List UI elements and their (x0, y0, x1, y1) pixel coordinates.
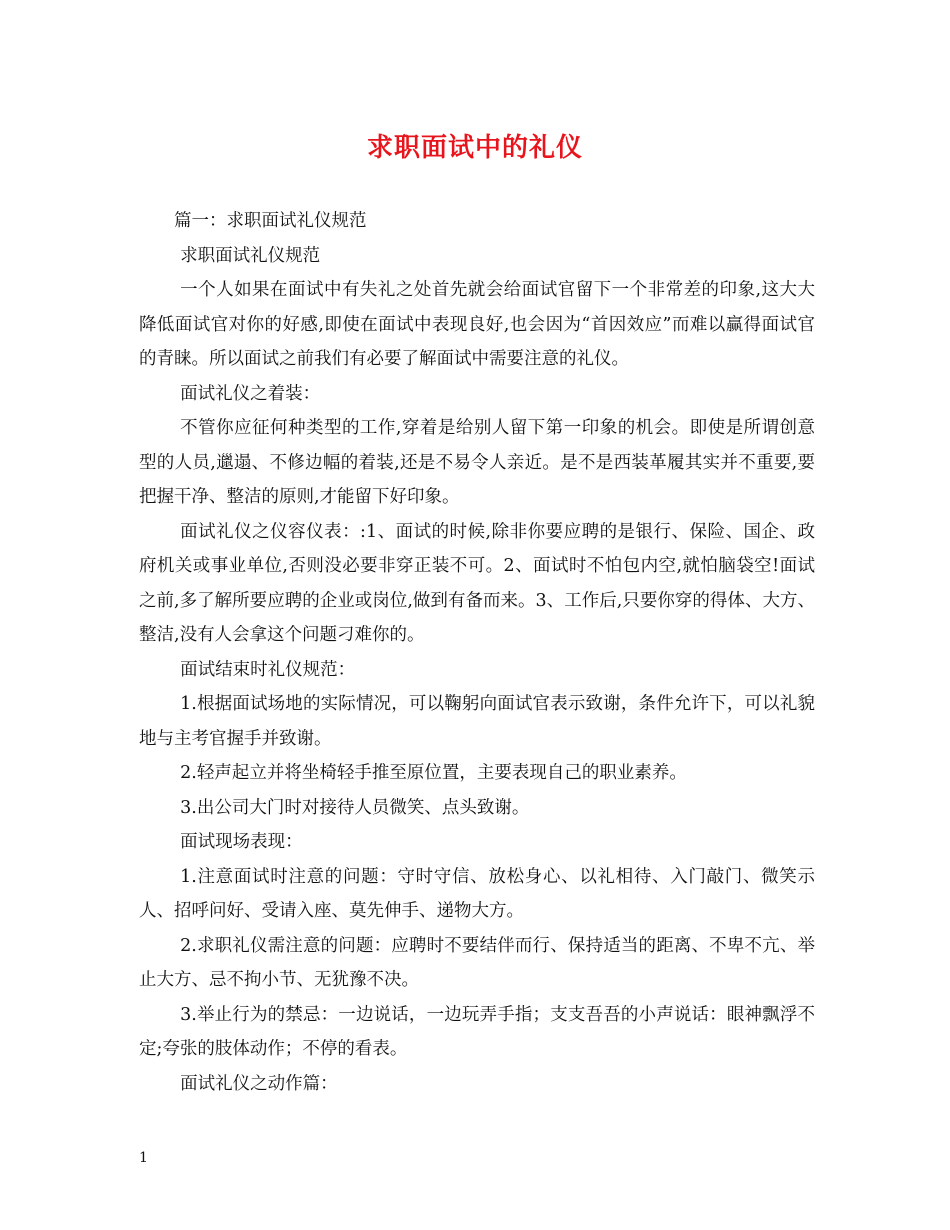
document-body (139, 204, 815, 1101)
list-item: 1.根据面试场地的实际情况，可以鞠躬向面试官表示致谢，条件允许下，可以礼貌地与主考官握手并致谢。 (139, 694, 815, 749)
list-item: 3.出公司大门时对接待人员微笑、点头致谢。 (180, 797, 530, 818)
paragraph-heading: 面试现场表现： (180, 832, 303, 852)
page-title: 求职面试中的礼仪 (366, 133, 583, 163)
list-item: 1.注意面试时注意的问题：守时守信、放松身心、以礼相待、入门敲门、微笑示人、招呼问好、受请入座、莫先伸手、递物大方。 (139, 866, 815, 921)
list-item: 3.举止行为的禁忌：一边说话，一边玩弄手指；支支吾吾的小声说话：眼神飘浮不定;夸张的肢体动作；不停的看表。 (139, 1004, 815, 1059)
paragraph-heading: 面试礼仪之着装： (180, 383, 321, 404)
paragraph: 不管你应征何种类型的工作,穿着是给别人留下第一印象的机会。即使是所谓创意型的人员,邋遢、不修边幅的着装,还是不易令人亲近。是不是西装革履其实并不重要,要把握干净、整洁的原则,才能留下好印象。 (139, 418, 815, 507)
subsection-heading: 求职面试礼仪规范 (180, 245, 321, 266)
paragraph-heading: 面试礼仪之动作篇： (180, 1073, 338, 1094)
paragraph: 一个人如果在面试中有失礼之处首先就会给面试官留下一个非常差的印象,这大大降低面试官对你的好感,即使在面试中表现良好,也会因为“首因效应”而难以赢得面试官的青睐。所以面试之前我们有必要了解面试中需要注意的礼仪。 (139, 280, 815, 369)
section-heading: 篇一：求职面试礼仪规范 (174, 211, 367, 231)
paragraph-heading: 面试结束时礼仪规范： (180, 659, 356, 680)
list-item: 2.轻声起立并将坐椅轻手推至原位置，主要表现自己的职业素养。 (180, 763, 687, 783)
list-item: 2.求职礼仪需注意的问题：应聘时不要结伴而行、保持适当的距离、不卑不亢、举止大方、忌不拘小节、无犹豫不决。 (139, 935, 815, 990)
page-number: 1 (139, 1150, 148, 1166)
paragraph: 面试礼仪之仪容仪表：:1、面试的时候,除非你要应聘的是银行、保险、国企、政府机关或事业单位,否则没必要非穿正装不可。2、面试时不怕包内空,就怕脑袋空!面试之前,多了解所要应聘的企业或岗位,做到有备而来。3、工作后,只要你穿的得体、大方、整洁,没有人会拿这个问题刁难你的。 (139, 521, 815, 645)
